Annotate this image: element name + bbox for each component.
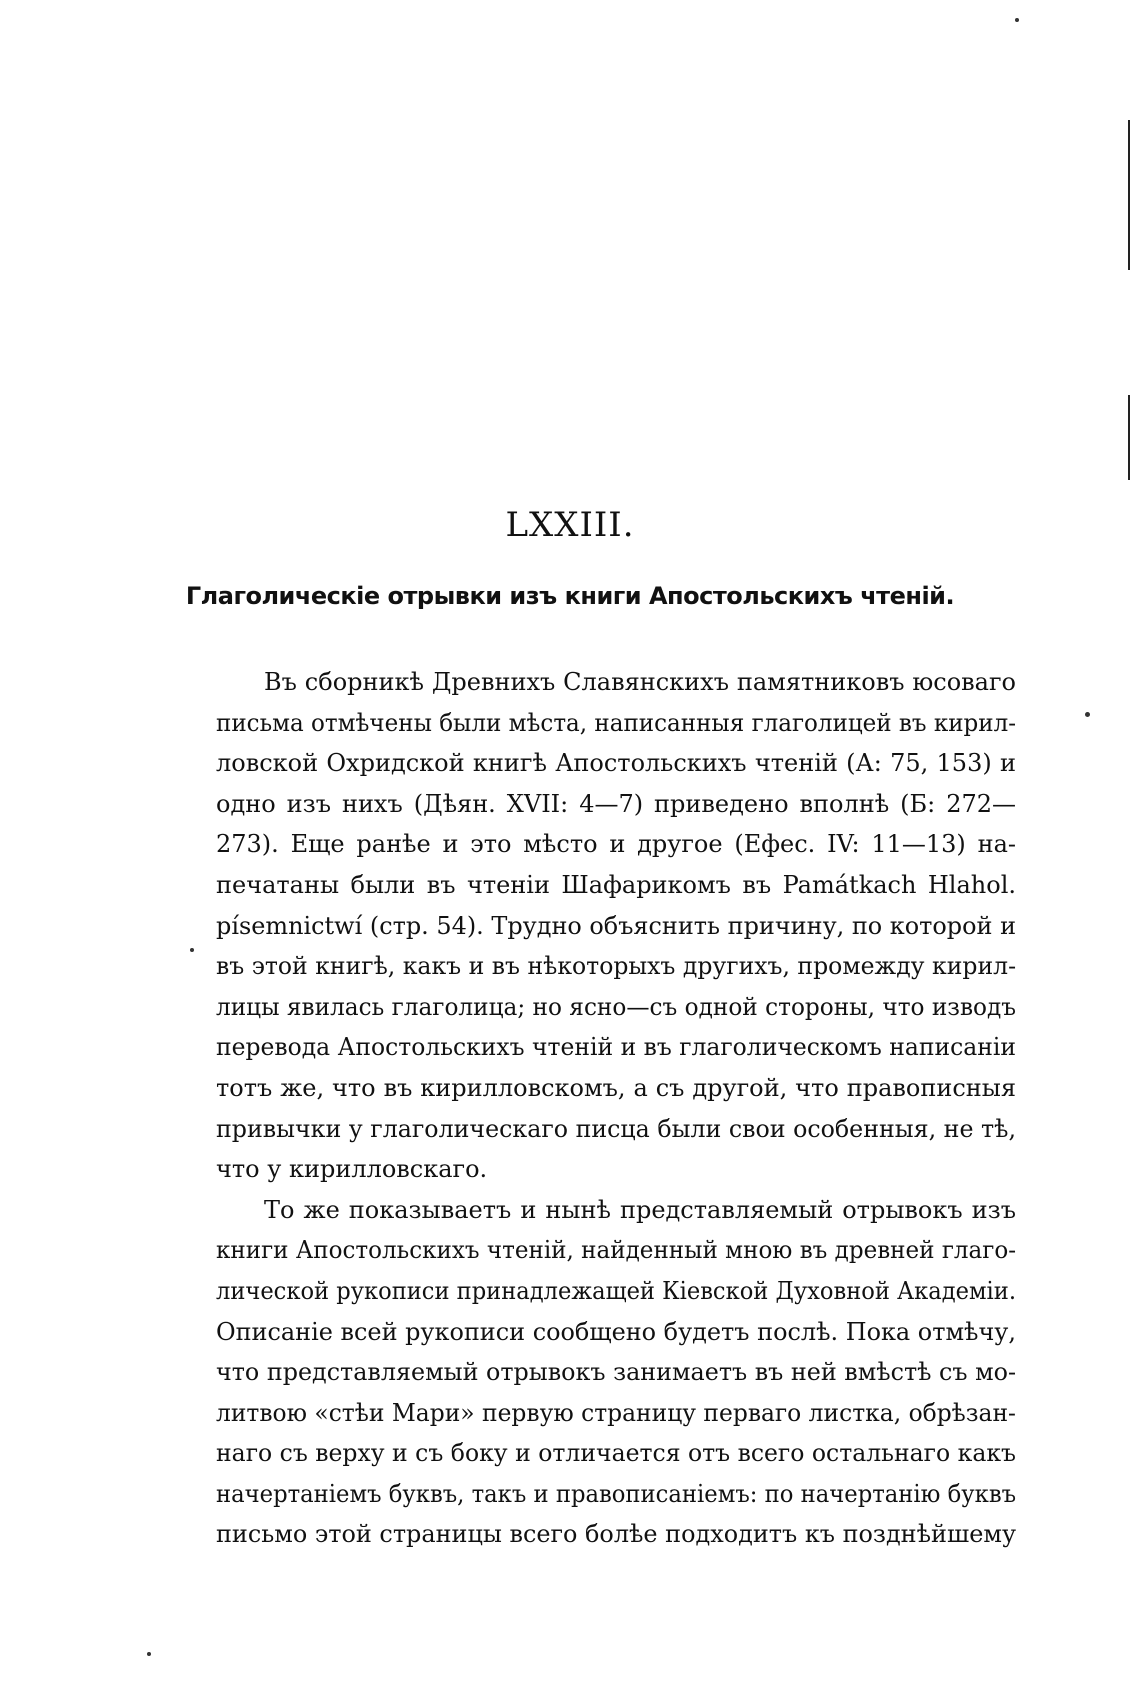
text-line: привычки у глаголическаго писца были свои особенныя, не тѣ, [216,1114,1016,1143]
text-line: въ этой книгѣ, какъ и въ нѣкоторыхъ другихъ, промежду кирил- [216,952,1016,981]
text-line: начертаніемъ буквъ, такъ и правописаніемъ: по начертанію буквъ [216,1479,1016,1508]
text-line: литвою «стѣи Мари» первую страницу перваго листка, обрѣзан- [216,1398,1016,1427]
text-line: 273). Еще ранѣе и это мѣсто и другое (Ефес. IV: 11—13) на- [216,830,1016,859]
text-line: тотъ же, что въ кирилловскомъ, а съ другой, что правописныя [216,1073,1016,1102]
text-line: письмо этой страницы всего болѣе подходитъ къ позднѣйшему [216,1520,1016,1549]
text-line: ловской Охридской книгѣ Апостольскихъ чтеній (А: 75, 153) и [216,749,1016,778]
scan-speck [1085,712,1090,717]
text-line: наго съ верху и съ боку и отличается отъ всего остальнаго какъ [216,1439,1016,1468]
text-line: что у кирилловскаго. [216,1155,488,1184]
body-text [216,662,1016,1555]
text-line: книги Апостольскихъ чтеній, найденный мною въ древней глаго- [216,1236,1016,1265]
chapter-title: Глаголическіе отрывки изъ книги Апостольскихъ чтеній. [185,582,955,610]
text-line: лической рукописи принадлежащей Кіевской Духовной Академіи. [216,1276,1016,1305]
text-line: перевода Апостольскихъ чтеній и въ глаголическомъ написаніи [216,1033,1016,1062]
text-line: Описаніе всей рукописи сообщено будетъ послѣ. Пока отмѣчу, [216,1317,1016,1346]
text-line: То же показываетъ и нынѣ представляемый отрывокъ изъ [264,1195,1016,1224]
scan-margin-line [1128,395,1130,480]
text-line: печатаны были въ чтеніи Шафарикомъ въ Památkach Hlahol. [216,870,1016,899]
text-line: письма отмѣчены были мѣста, написанныя глаголицей въ кирил- [216,708,1016,737]
scan-speck [190,948,194,952]
text-line: Въ сборникѣ Древнихъ Славянскихъ памятниковъ юсоваго [264,668,1016,696]
text-line: лицы явилась глаголица; но ясно—съ одной стороны, что изводъ [216,992,1016,1021]
chapter-number: LXXIII. [505,505,635,545]
text-line: что представляемый отрывокъ занимаетъ въ ней вмѣстѣ съ мо- [216,1358,1016,1387]
text-line: одно изъ нихъ (Дѣян. XVII: 4—7) приведено вполнѣ (Б: 272— [216,789,1016,818]
text-line: písemnictwí (стр. 54). Трудно объяснить причину, по которой и [216,911,1016,940]
scan-margin-line [1128,120,1130,270]
scan-speck [1015,18,1019,22]
scan-speck [147,1652,151,1656]
